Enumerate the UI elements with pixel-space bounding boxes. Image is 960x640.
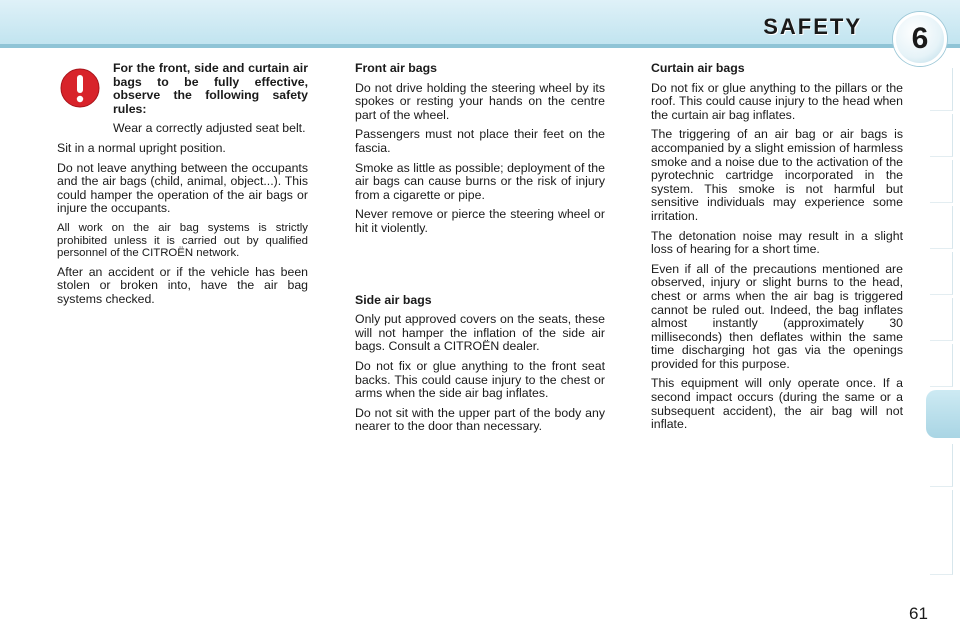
column-general-rules [57, 62, 308, 313]
side-rule-door-distance: Do not sit with the upper part of the body any nearer to the door than necessary. [355, 405, 605, 434]
rule-nothing-between: Do not leave anything between the occupants and the air bags (child, animal, object...). This could hamper the operation of the air bags or injure the occupants. [57, 160, 308, 216]
rule-seat-belt: Wear a correctly adjusted seat belt. [113, 121, 306, 136]
front-airbags-heading: Front air bags [355, 61, 437, 75]
curtain-airbags-heading: Curtain air bags [651, 61, 745, 75]
side-airbags-heading: Side air bags [355, 292, 432, 307]
rule-after-accident: After an accident or if the vehicle has been stolen or broken into, have the air bag systems checked. [57, 264, 308, 306]
header-divider [0, 44, 960, 48]
chapter-tab[interactable] [930, 206, 953, 249]
side-rule-covers: Only put approved covers on the seats, these will not hamper the inflation of the side air bags. Consult a CITROËN dealer. [355, 312, 605, 354]
chapter-tab[interactable] [930, 532, 953, 575]
column-curtain-airbags [651, 62, 903, 438]
chapter-number-badge: 6 [893, 12, 947, 66]
front-rule-smoke: Smoke as little as possible; deployment of the air bags can cause burns or the risk of injury from a cigarette or pipe. [355, 160, 605, 202]
rule-upright-position: Sit in a normal upright position. [57, 140, 226, 155]
column-front-side-airbags [355, 62, 605, 440]
chapter-tab[interactable] [930, 298, 953, 341]
exclamation-warning-icon [60, 68, 100, 108]
section-title: SAFETY [763, 14, 862, 39]
front-rule-feet-fascia: Passengers must not place their feet on the fascia. [355, 127, 605, 155]
front-rule-never-remove: Never remove or pierce the steering wheel or hit it violently. [355, 207, 605, 235]
chapter-tab[interactable] [930, 114, 953, 157]
chapter-tab[interactable] [930, 68, 953, 111]
chapter-tabs [926, 68, 960, 574]
front-rule-steering-wheel: Do not drive holding the steering wheel by its spokes or resting your hands on the centre part of the wheel. [355, 80, 605, 122]
chapter-tab-active[interactable] [926, 390, 960, 438]
page-number: 61 [909, 604, 928, 623]
chapter-tab[interactable] [930, 252, 953, 295]
chapter-tab[interactable] [930, 444, 953, 487]
side-rule-seat-backs: Do not fix or glue anything to the front seat backs. This could cause injury to the chest or arms when the side air bag inflates. [355, 358, 605, 401]
rule-work-prohibited: All work on the air bag systems is strictly prohibited unless it is carried out by qualified personnel of the CITROËN network. [57, 221, 308, 260]
warning-title: For the front, side and curtain air bags to be fully effective, observe the following safety rules: [113, 61, 308, 116]
warning-block [57, 62, 308, 136]
chapter-tab[interactable] [930, 344, 953, 387]
curtain-info-noise: The detonation noise may result in a slight loss of hearing for a short time. [651, 228, 903, 257]
curtain-rule-pillars: Do not fix or glue anything to the pillars or the roof. This could cause injury to the head when the curtain air bag inflates. [651, 80, 903, 122]
chapter-tab[interactable] [930, 160, 953, 203]
curtain-info-operate-once: This equipment will only operate once. If a second impact occurs (during the same or a subsequent accident), the air bag will not inflate. [651, 376, 903, 432]
curtain-info-smoke: The triggering of an air bag or air bags is accompanied by a slight emission of harmless smoke and a noise due to the activation of the pyrotechnic cartridge incorporated in the system. This smoke is not harmful but sensitive individuals may experience some irritation. [651, 127, 903, 223]
curtain-info-injury: Even if all of the precautions mentioned are observed, injury or slight burns to the head, chest or arms when the air bag is triggered cannot be ruled out. Indeed, the bag inflates almost instantly (approximately 30 milliseconds) then deflates within the same time discharging hot gas via the openings provided for this purpose. [651, 261, 903, 371]
chapter-tab[interactable] [930, 490, 953, 533]
